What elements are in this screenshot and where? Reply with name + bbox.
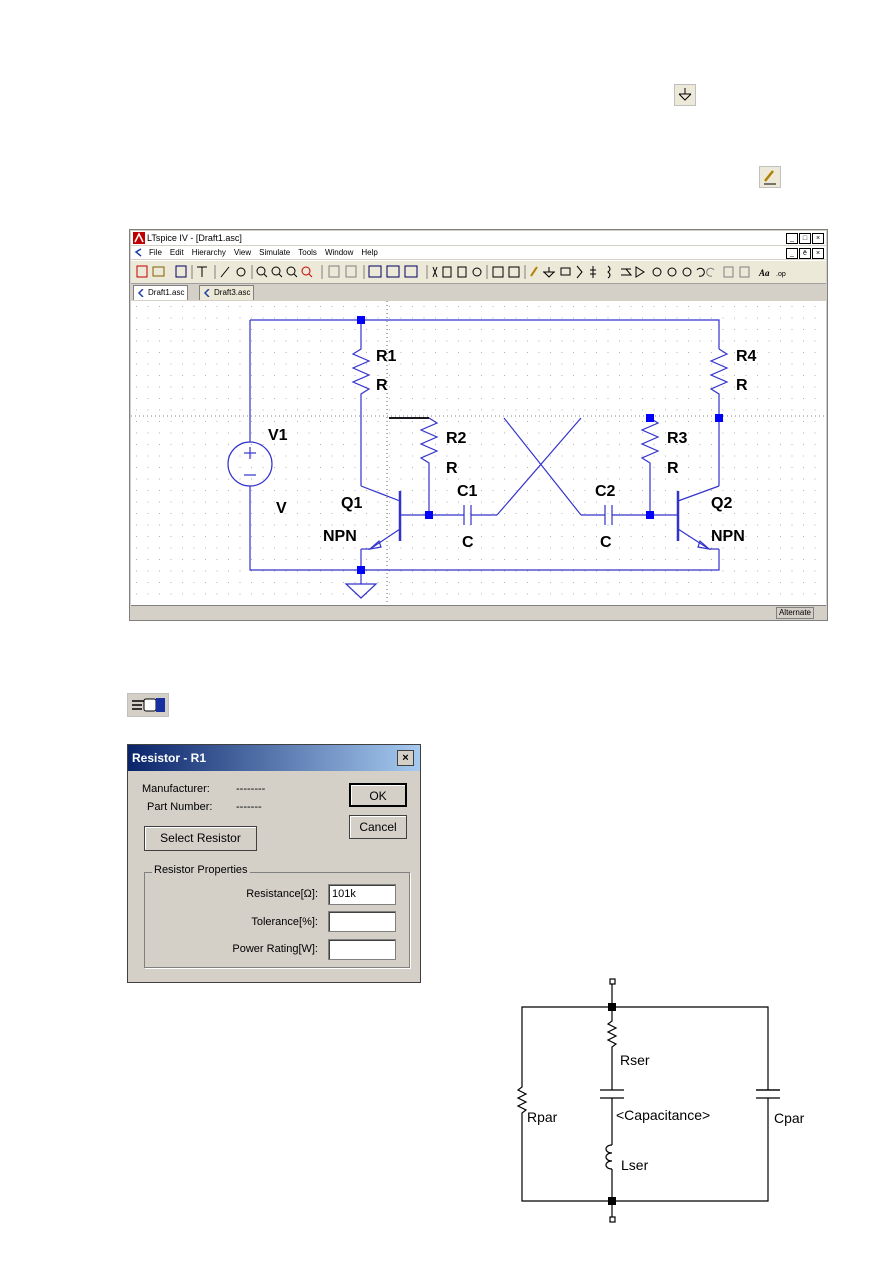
ltspice-window <box>129 229 828 621</box>
child-restore-button[interactable]: ē <box>799 248 811 259</box>
status-text: Alternate <box>776 607 814 619</box>
hand-pointer-icon[interactable] <box>127 693 169 717</box>
dialog-close-button[interactable]: × <box>397 750 414 766</box>
resistance-label: Resistance[Ω]: <box>246 888 318 900</box>
maximize-button[interactable]: □ <box>799 233 811 244</box>
r3-label: R3 <box>667 430 688 447</box>
toolbar-icons[interactable] <box>131 261 826 283</box>
status-bar <box>131 605 826 619</box>
c1-value: C <box>462 534 474 551</box>
child-close-button[interactable]: × <box>812 248 824 259</box>
ltspice-logo-icon <box>133 232 145 244</box>
close-button[interactable]: × <box>812 233 824 244</box>
v1-value: V <box>276 500 287 517</box>
schematic-canvas[interactable] <box>131 301 826 606</box>
resistance-field[interactable]: 101k <box>328 884 396 905</box>
tab-label: Draft1.asc <box>148 288 185 297</box>
r2-value: R <box>446 460 458 477</box>
v1-label: V1 <box>268 427 288 444</box>
menu-edit[interactable]: Edit <box>169 248 184 257</box>
capacitance-label: <Capacitance> <box>616 1107 711 1123</box>
c2-value: C <box>600 534 612 551</box>
capacitor-model-diagram <box>510 977 820 1229</box>
document-icon <box>134 248 143 257</box>
r4-label: R4 <box>736 348 757 365</box>
rser-label: Rser <box>620 1052 650 1068</box>
select-resistor-button[interactable]: Select Resistor <box>144 826 257 851</box>
part-number-value: ------- <box>236 801 262 813</box>
manufacturer-value: -------- <box>236 783 266 795</box>
tolerance-label: Tolerance[%]: <box>251 916 318 928</box>
q1-label: Q1 <box>341 495 363 512</box>
dialog-title-bar <box>128 745 420 771</box>
r3-value: R <box>667 460 679 477</box>
cpar-label: Cpar <box>774 1110 805 1126</box>
toolbar <box>131 260 826 284</box>
menu-file[interactable]: File <box>149 248 162 257</box>
title-bar <box>131 231 826 245</box>
svg-text:.op: .op <box>776 271 786 278</box>
r2-label: R2 <box>446 430 467 447</box>
tolerance-field[interactable] <box>328 911 396 932</box>
minimize-button[interactable]: _ <box>786 233 798 244</box>
menu-hierarchy[interactable]: Hierarchy <box>191 248 226 257</box>
power-rating-field[interactable] <box>328 939 396 960</box>
child-minimize-button[interactable]: _ <box>786 248 798 259</box>
r1-label: R1 <box>376 348 397 365</box>
q2-value: NPN <box>711 528 745 545</box>
window-title: LTspice IV - [Draft1.asc] <box>147 233 242 243</box>
ok-button[interactable]: OK <box>349 783 407 807</box>
group-title: Resistor Properties <box>154 864 248 876</box>
r1-value: R <box>376 377 388 394</box>
schematic-icon <box>203 289 211 297</box>
rpar-label: Rpar <box>527 1109 558 1125</box>
q2-label: Q2 <box>711 495 733 512</box>
manufacturer-label: Manufacturer: <box>142 783 210 795</box>
lser-label: Lser <box>621 1157 649 1173</box>
menu-simulate[interactable]: Simulate <box>259 248 291 257</box>
tab-draft1[interactable] <box>133 285 188 300</box>
dialog-title: Resistor - R1 <box>132 751 207 765</box>
menu-bar <box>131 246 826 259</box>
power-rating-label: Power Rating[W]: <box>232 943 318 955</box>
menu-view[interactable]: View <box>233 248 252 257</box>
tab-bar <box>131 284 826 300</box>
schematic-icon <box>137 289 145 297</box>
menu-tools[interactable]: Tools <box>298 248 317 257</box>
svg-text:Aa: Aa <box>759 268 770 278</box>
resistor-dialog <box>127 744 421 983</box>
c2-label: C2 <box>595 483 616 500</box>
r4-value: R <box>736 377 748 394</box>
tab-label: Draft3.asc <box>214 288 251 297</box>
q1-value: NPN <box>323 528 357 545</box>
tab-draft3[interactable] <box>199 285 254 300</box>
menu-help[interactable]: Help <box>361 248 378 257</box>
part-number-label: Part Number: <box>147 801 213 813</box>
c1-label: C1 <box>457 483 478 500</box>
ground-icon[interactable] <box>674 84 696 106</box>
menu-window[interactable]: Window <box>324 248 354 257</box>
pencil-icon[interactable] <box>759 166 781 188</box>
cancel-button[interactable]: Cancel <box>349 815 407 839</box>
